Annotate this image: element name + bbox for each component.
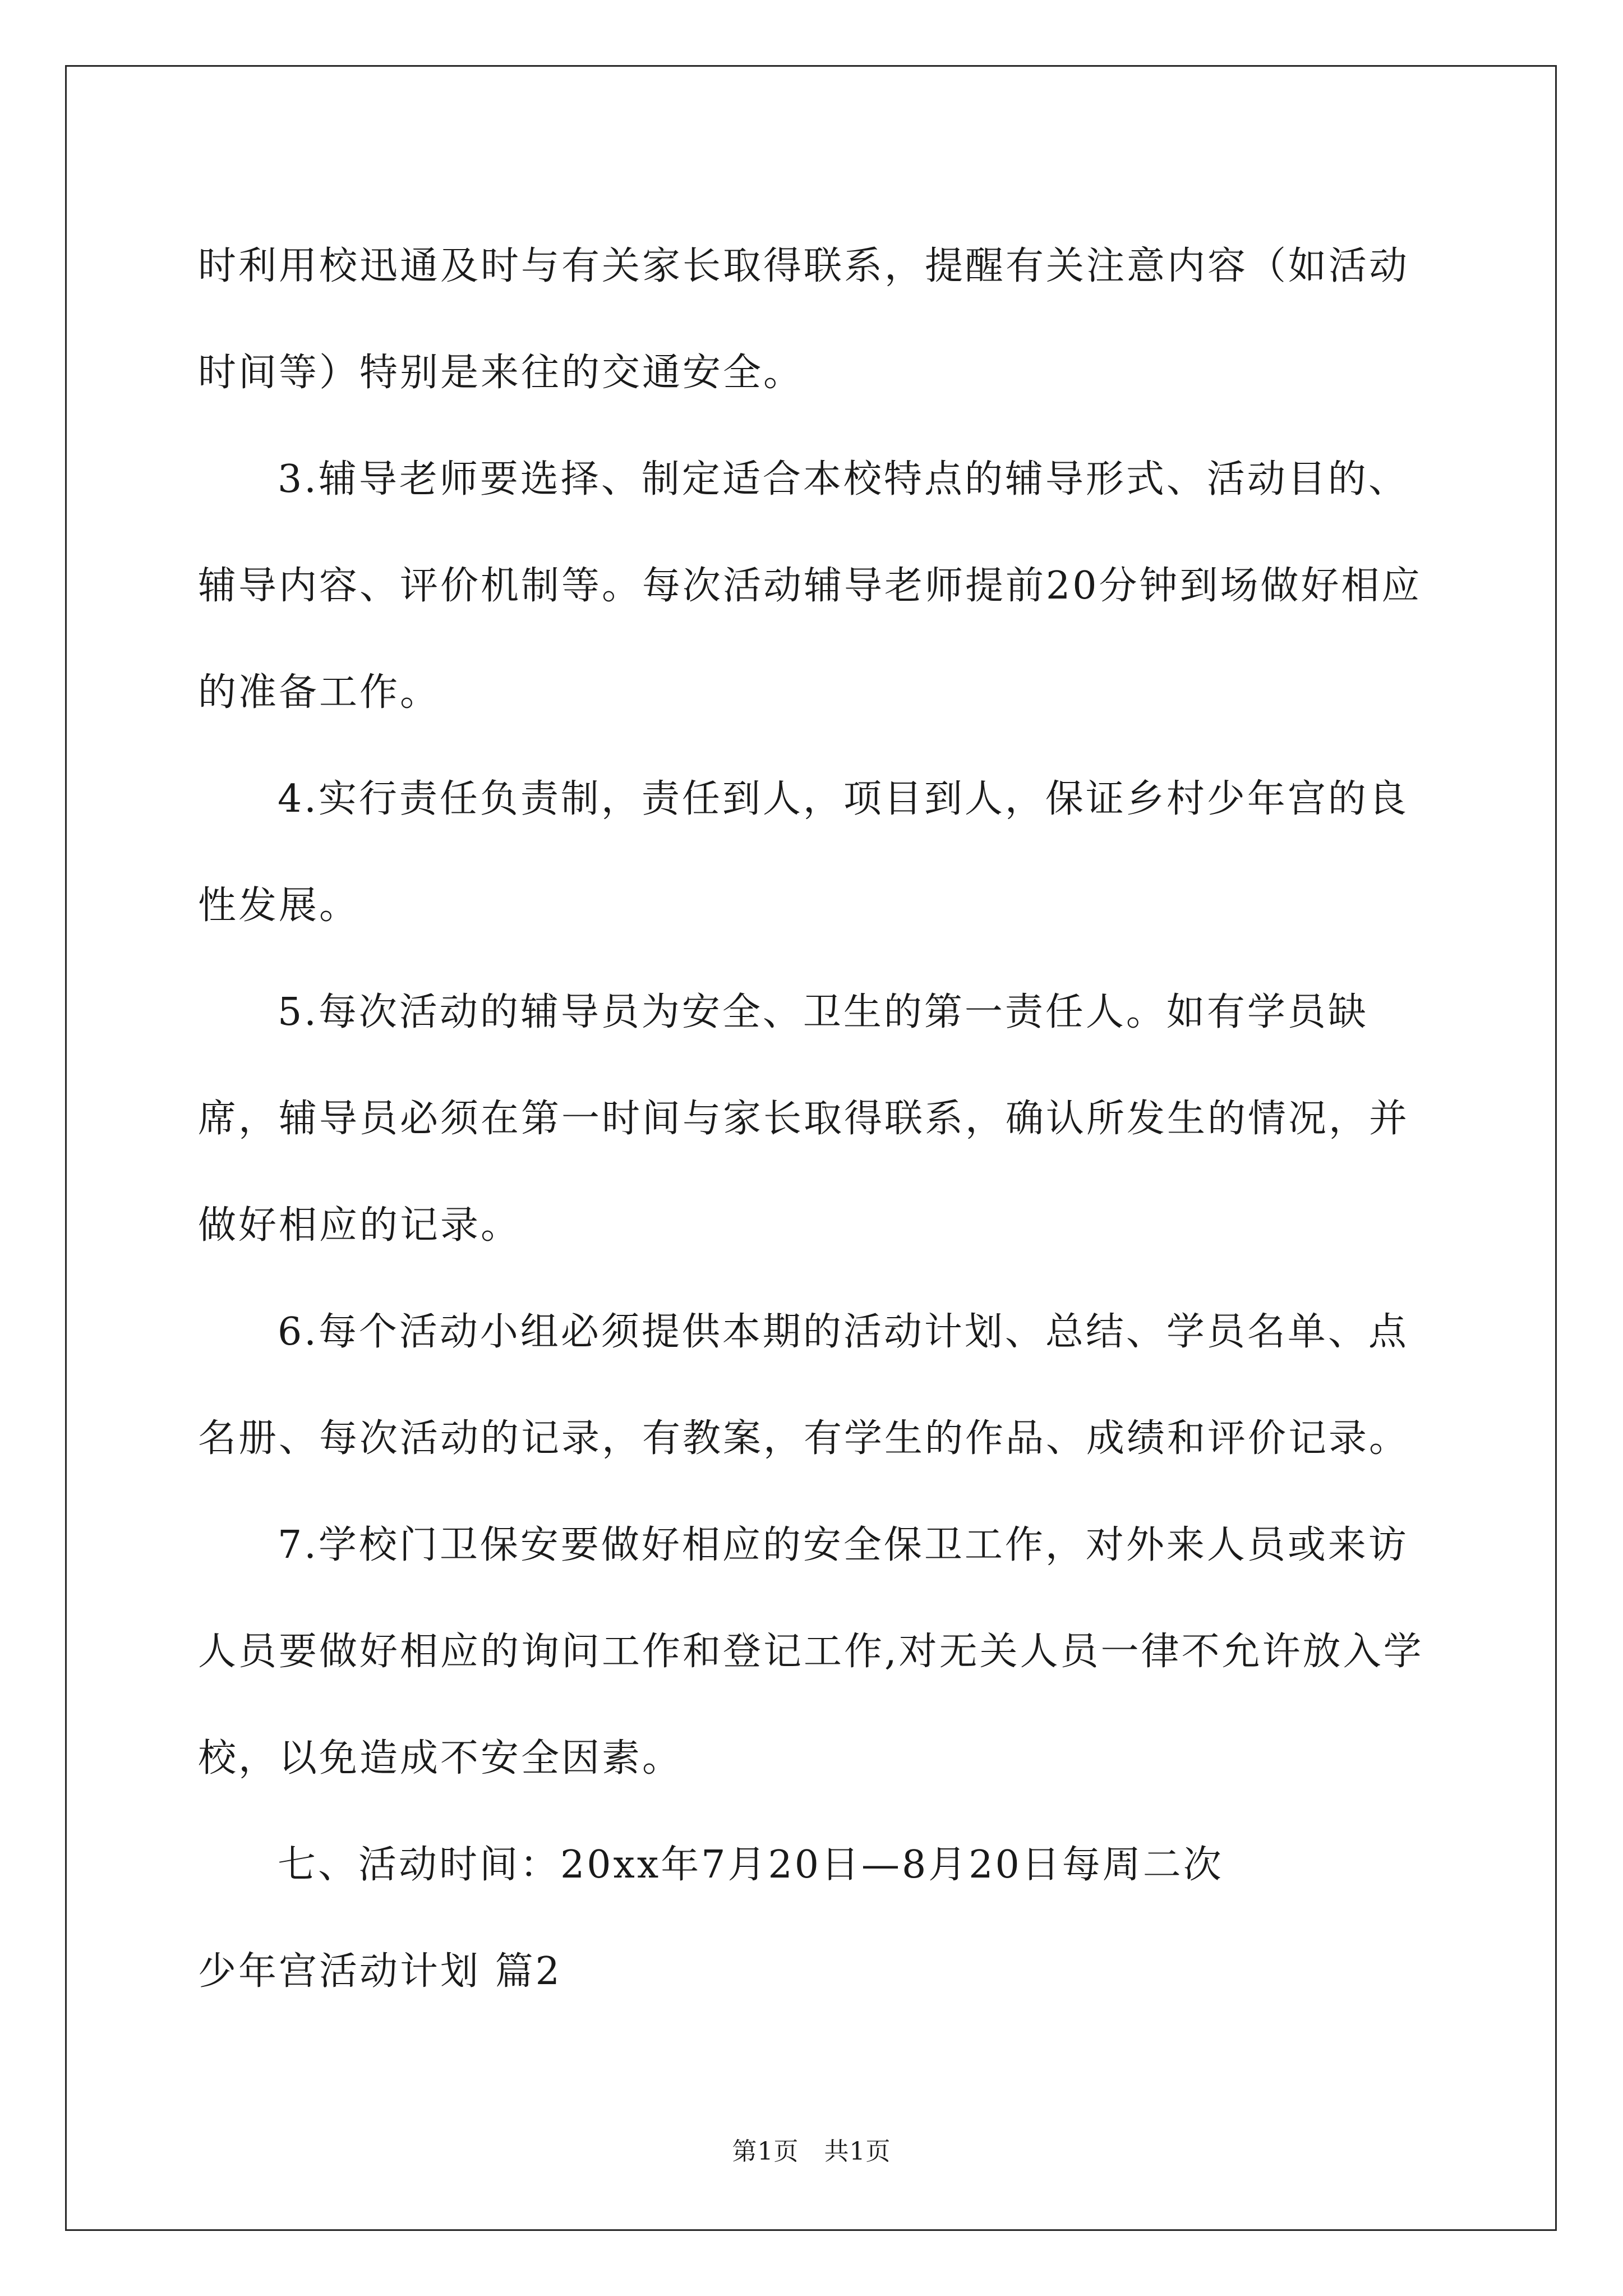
paragraph-7: 七、活动时间：20xx年7月20日—8月20日每周二次 — [278, 1843, 1224, 1887]
paragraph-6: 7.学校门卫保安要做好相应的安全保卫工作，对外来人员或来访人员要做好相应的询问工作和登记工作,对无关人员一律不允许放入学校，以免造成不安全因素。 — [198, 1523, 1424, 1780]
paragraph-3: 4.实行责任负责制，责任到人，项目到人，保证乡村少年宫的良性发展。 — [198, 777, 1409, 928]
page-number-footer: 第1页 共1页 — [732, 2137, 891, 2166]
paragraph-4: 5.每次活动的辅导员为安全、卫生的第一责任人。如有学员缺席，辅导员必须在第一时间与家长取得联系，确认所发生的情况，并做好相应的记录。 — [198, 990, 1410, 1248]
paragraph-2: 3.辅导老师要选择、制定适合本校特点的辅导形式、活动目的、辅导内容、评价机制等。每次活动辅导老师提前20分钟到场做好相应的准备工作。 — [198, 457, 1422, 715]
document-body — [198, 213, 1426, 2025]
paragraph-1: 时利用校迅通及时与有关家长取得联系，提醒有关注意内容（如活动时间等）特别是来往的交通安全。 — [198, 244, 1410, 395]
section-heading: 少年宫活动计划 篇2 — [198, 1949, 562, 1994]
paragraph-5: 6.每个活动小组必须提供本期的活动计划、总结、学员名单、点名册、每次活动的记录，有教案，有学生的作品、成绩和评价记录。 — [198, 1310, 1410, 1461]
